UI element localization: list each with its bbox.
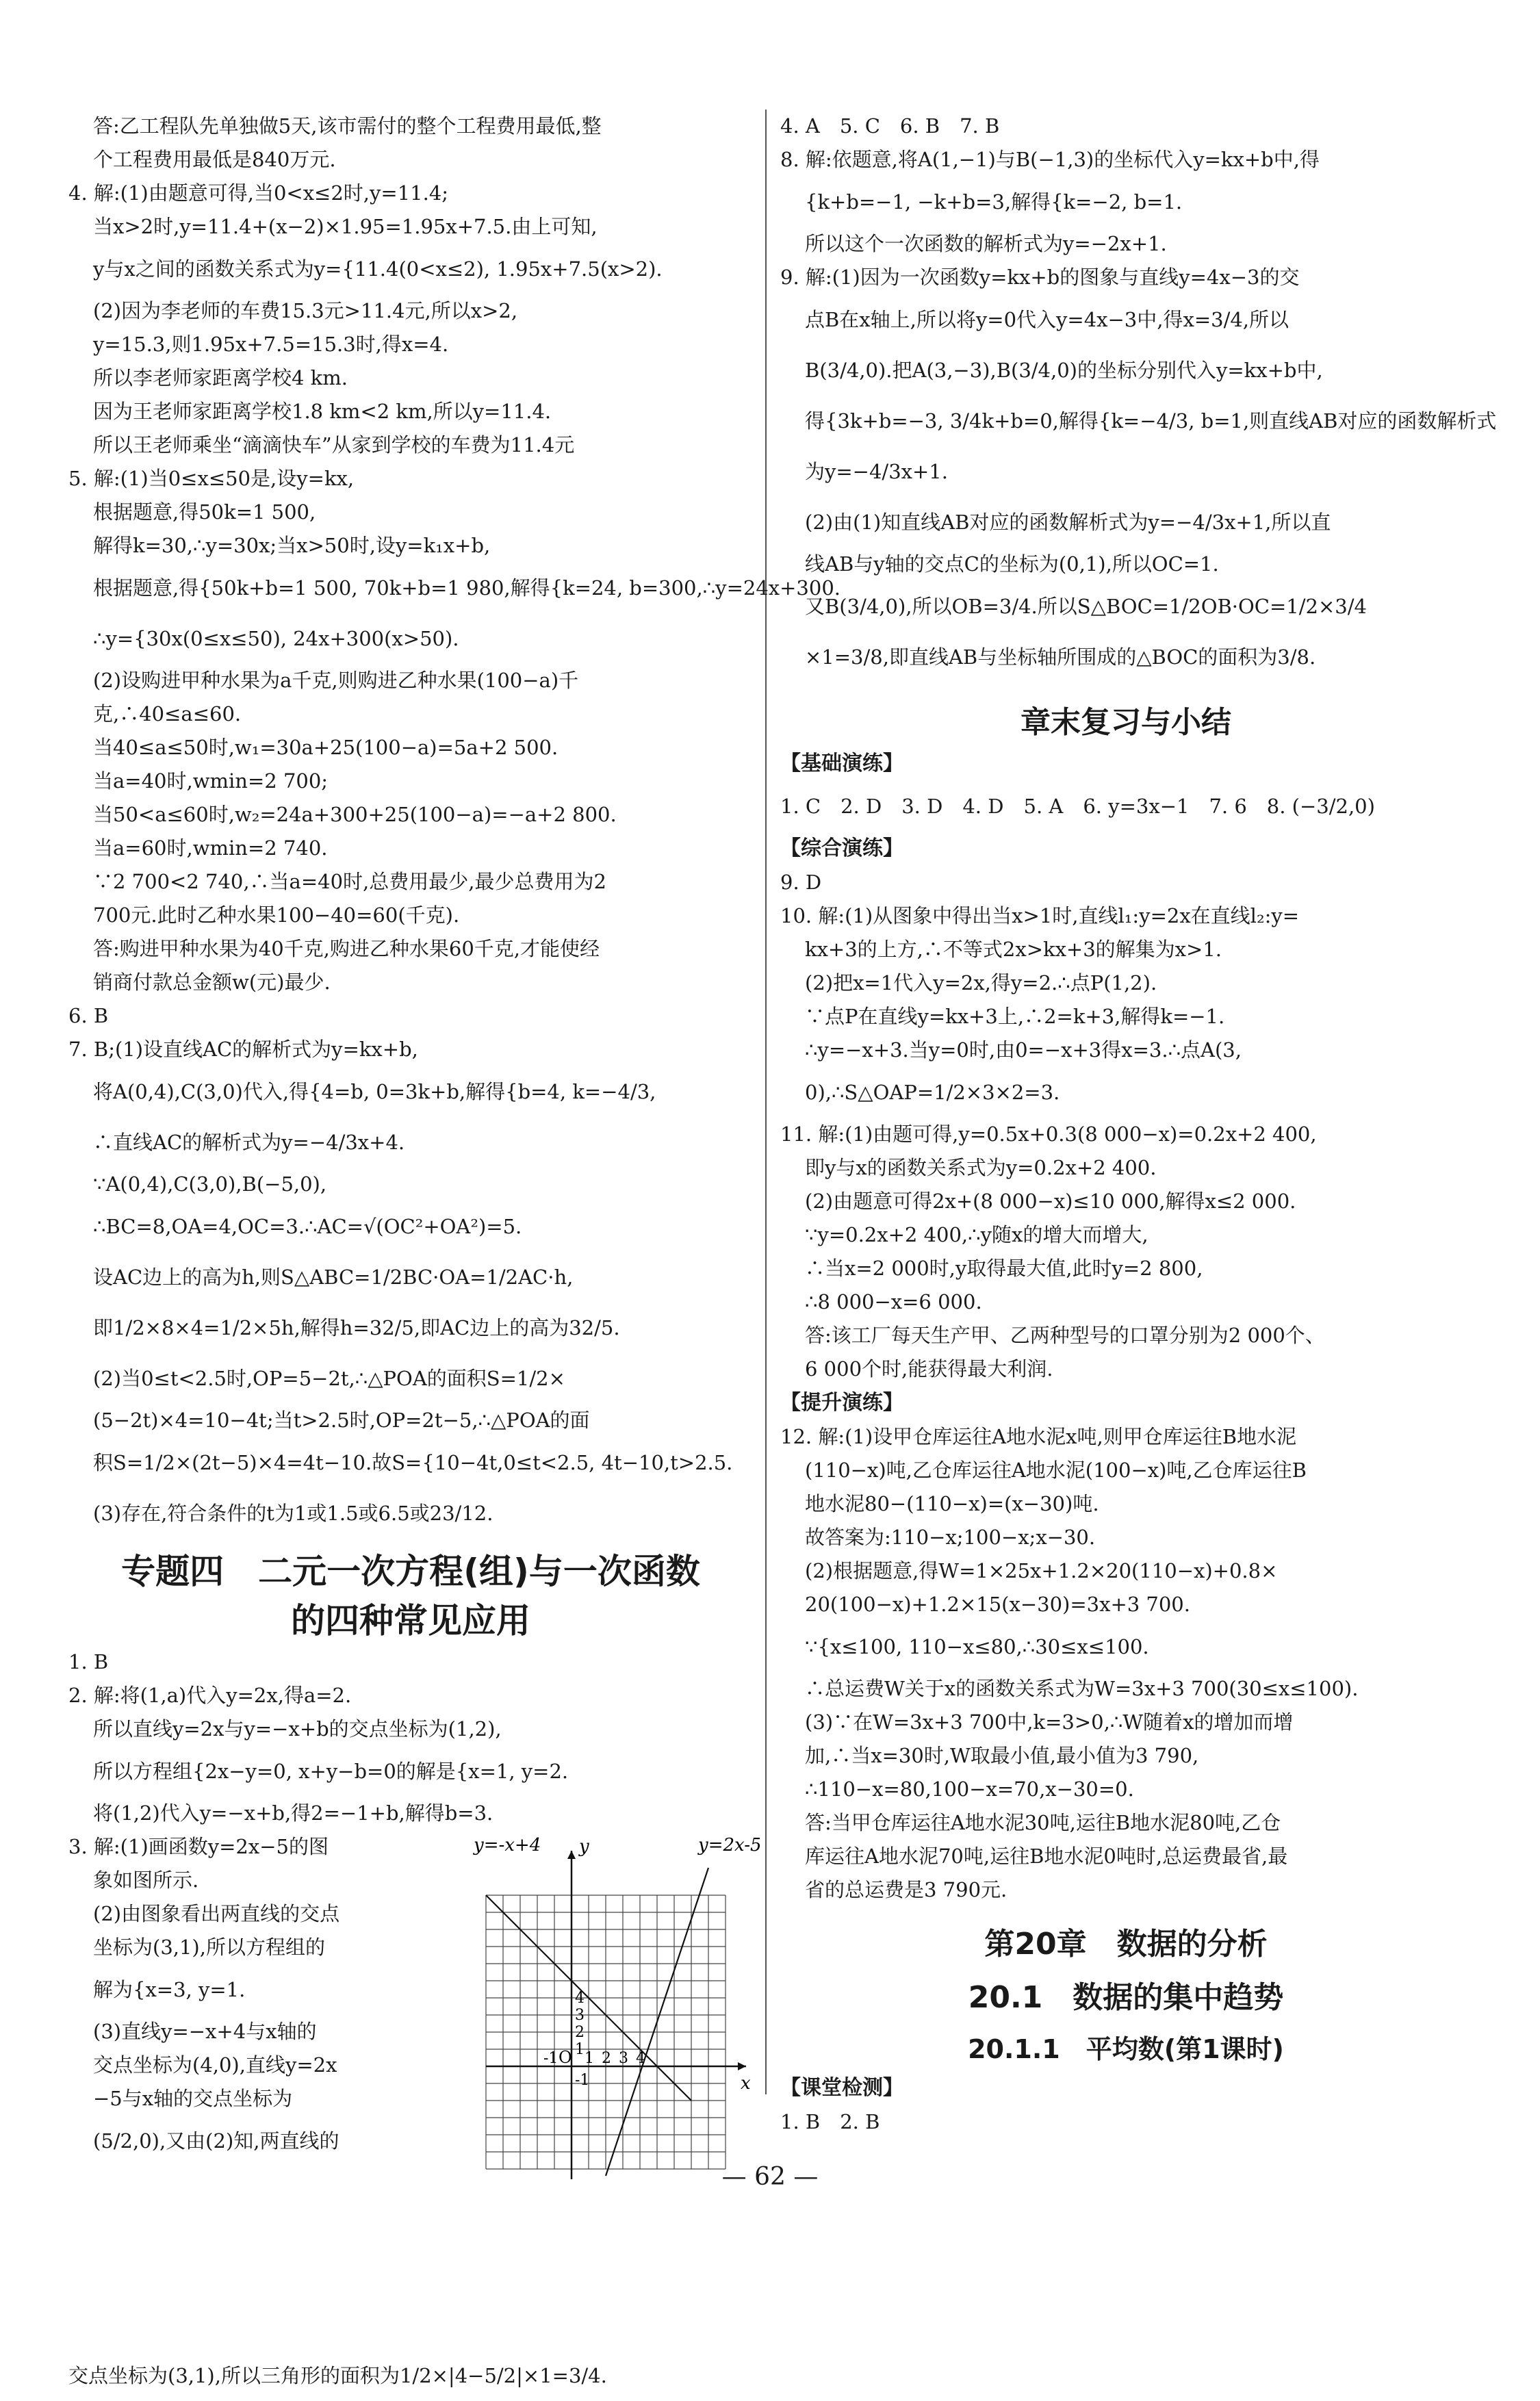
text-line: 当x>2时,y=11.4+(x−2)×1.95=1.95x+7.5.由上可知, — [93, 215, 598, 238]
column-divider — [765, 110, 767, 2094]
text-line: (3)∵在W=3x+3 700中,k=3>0,∴W随着x的增加而增 — [805, 1710, 1294, 1734]
y-axis-arrow-icon — [567, 1851, 576, 1859]
text-line: 即y与x的函数关系式为y=0.2x+2 400. — [805, 1156, 1157, 1179]
text-line: 故答案为:110−x;100−x;x−30. — [805, 1526, 1096, 1549]
text-line: (2)由(1)知直线AB对应的函数解析式为y=−4/3x+1,所以直 — [805, 511, 1331, 534]
text-line: 2. 解:将(1,a)代入y=2x,得a=2. — [68, 1684, 352, 1707]
text-line: 11. 解:(1)由题可得,y=0.5x+0.3(8 000−x)=0.2x+2 400, — [780, 1122, 1317, 1146]
classroom-check-answers: 1. B 2. B — [780, 2110, 880, 2133]
function-graph — [472, 1830, 760, 2189]
text-line: 答:购进甲种水果为40千克,购进乙种水果60千克,才能使经 — [93, 937, 600, 960]
text-line: 根据题意,得50k=1 500, — [93, 500, 316, 524]
right-column — [780, 110, 1497, 2139]
text-line: 答:乙工程队先单独做5天,该市需付的整个工程费用最低,整 — [93, 114, 602, 138]
topic-four-title-line2: 的四种常见应用 — [291, 1601, 530, 1641]
comprehensive-practice-tag: 【综合演练】 — [780, 836, 903, 860]
text-line: 地水泥80−(110−x)=(x−30)吨. — [805, 1492, 1099, 1515]
text-line: y与x之间的函数关系式为y={11.4(0<x≤2), 1.95x+7.5(x>2). — [93, 257, 663, 281]
page-number: — 62 — — [721, 2163, 819, 2191]
text-line: 所以王老师乘坐“滴滴快车”从家到学校的车费为11.4元 — [93, 433, 575, 457]
graph-grid — [486, 1895, 726, 2169]
section-20-1-1-title: 20.1.1 平均数(第1课时) — [968, 2034, 1284, 2064]
text-line: ∵点P在直线y=kx+3上,∴2=k+3,解得k=−1. — [805, 1005, 1225, 1028]
graph-svg — [472, 1830, 760, 2186]
text-line: 当a=40时,wmin=2 700; — [93, 769, 329, 793]
text-line: 答:当甲仓库运往A地水泥30吨,运往B地水泥80吨,乙仓 — [805, 1811, 1281, 1834]
text-line: ∴BC=8,OA=4,OC=3.∴AC=√(OC²+OA²)=5. — [93, 1215, 522, 1238]
text-line: (2)由题意可得2x+(8 000−x)≤10 000,解得x≤2 000. — [805, 1190, 1296, 1213]
text-line: ∵y=0.2x+2 400,∴y随x的增大而增大, — [805, 1223, 1148, 1246]
text-line: 7. B;(1)设直线AC的解析式为y=kx+b, — [68, 1038, 418, 1061]
text-line: 当a=60时,wmin=2 740. — [93, 836, 328, 860]
tick-y-neg1: -1 — [575, 2072, 590, 2089]
text-line: 象如图所示. — [93, 1869, 199, 1892]
section-20-1-title: 20.1 数据的集中趋势 — [968, 1980, 1284, 2015]
text-line: ∴直线AC的解析式为y=−4/3x+4. — [93, 1131, 405, 1154]
text-line: 所以直线y=2x与y=−x+b的交点坐标为(1,2), — [93, 1717, 502, 1741]
text-line: (3)存在,符合条件的t为1或1.5或6.5或23/12. — [93, 1502, 493, 1525]
text-line: (2)设购进甲种水果为a千克,则购进乙种水果(100−a)千 — [93, 669, 579, 692]
text-line: 当40≤a≤50时,w₁=30a+25(100−a)=5a+2 500. — [93, 736, 559, 759]
chapter-review-title: 章末复习与小结 — [1021, 705, 1231, 740]
text-line: ∴总运费W关于x的函数关系式为W=3x+3 700(30≤x≤100). — [805, 1677, 1359, 1700]
text-line: (110−x)吨,乙仓库运往A地水泥(100−x)吨,乙仓库运往B — [805, 1459, 1307, 1482]
text-line: (2)因为李老师的车费15.3元>11.4元,所以x>2, — [93, 299, 518, 322]
text-line: 库运往A地水泥70吨,运往B地水泥0吨时,总运费最省,最 — [805, 1845, 1288, 1868]
text-line: 根据题意,得{50k+b=1 500, 70k+b=1 980,解得{k=24, b=300,∴y=24x+300. — [93, 576, 840, 600]
question-3-block — [68, 1830, 760, 2350]
tick-y-4: 4 — [575, 1990, 585, 2007]
text-line: 答:该工厂每天生产甲、乙两种型号的口罩分别为2 000个、 — [805, 1324, 1325, 1347]
text-line: 加,∴当x=30时,W取最小值,最小值为3 790, — [805, 1744, 1199, 1767]
text-line: 线AB与y轴的交点C的坐标为(0,1),所以OC=1. — [805, 552, 1219, 576]
text-line: 解为{x=3, y=1. — [93, 1978, 246, 2001]
question-3-text — [68, 1830, 452, 2166]
text-line: (5−2t)×4=10−4t;当t>2.5时,OP=2t−5,∴△POA的面 — [93, 1409, 590, 1432]
text-line: 所以李老师家距离学校4 km. — [93, 366, 348, 389]
tick-y-1: 1 — [575, 2041, 585, 2058]
text-line: 点B在x轴上,所以将y=0代入y=4x−3中,得x=3/4,所以 — [805, 308, 1289, 331]
label-line1: y=-x+4 — [474, 1835, 541, 1856]
text-line: (5/2,0),又由(2)知,两直线的 — [93, 2129, 339, 2153]
text-line: 3. 解:(1)画函数y=2x−5的图 — [68, 1835, 329, 1858]
text-line: 克,∴40≤a≤60. — [93, 702, 242, 726]
classroom-check-tag: 【课堂检测】 — [780, 2076, 903, 2100]
basic-practice-tag: 【基础演练】 — [780, 752, 903, 775]
text-line: 0),∴S△OAP=1/2×3×2=3. — [805, 1081, 1060, 1104]
text-line: ∴y=−x+3.当y=0时,由0=−x+3得x=3.∴点A(3, — [805, 1038, 1242, 1062]
advanced-practice-tag: 【提升演练】 — [780, 1391, 903, 1415]
tick-x-2: 2 — [602, 2050, 611, 2067]
text-line: (2)当0≤t<2.5时,OP=5−2t,∴△POA的面积S=1/2× — [93, 1367, 565, 1390]
text-line: 设AC边上的高为h,则S△ABC=1/2BC·OA=1/2AC·h, — [93, 1266, 574, 1289]
text-line: (2)由图象看出两直线的交点 — [93, 1902, 340, 1925]
topic-four-title-line1: 专题四 二元一次方程(组)与一次函数 — [121, 1552, 700, 1591]
text-line: 销商付款总金额w(元)最少. — [93, 971, 331, 994]
text-line: ∴8 000−x=6 000. — [805, 1290, 982, 1313]
right-block-2 — [780, 866, 1472, 1386]
tick-x-1: 1 — [585, 2050, 594, 2067]
text-line: 交点坐标为(4,0),直线y=2x — [93, 2053, 337, 2077]
text-line: 解得k=30,∴y=30x;当x>50时,设y=k₁x+b, — [93, 534, 491, 557]
topic-four-heading — [68, 1547, 753, 1645]
text-line: 因为王老师家距离学校1.8 km<2 km,所以y=11.4. — [93, 400, 552, 423]
text-line: 9. 解:(1)因为一次函数y=kx+b的图象与直线y=4x−3的交 — [780, 266, 1300, 289]
text-line: ∴当x=2 000时,y取得最大值,此时y=2 800, — [805, 1257, 1203, 1280]
text-line: 6 000个时,能获得最大利润. — [805, 1357, 1053, 1381]
text-line: 得{3k+b=−3, 3/4k+b=0,解得{k=−4/3, b=1,则直线AB对应的函数解析式 — [805, 409, 1497, 433]
tick-x-3: 3 — [619, 2050, 628, 2067]
chapter-20-title: 第20章 数据的分析 — [984, 1927, 1268, 1962]
origin-label: O — [559, 2048, 572, 2067]
text-line: 700元.此时乙种水果100−40=60(千克). — [93, 903, 460, 927]
text-line: (2)把x=1代入y=2x,得y=2.∴点P(1,2). — [805, 971, 1157, 994]
text-line: 将(1,2)代入y=−x+b,得2=−1+b,解得b=3. — [93, 1801, 493, 1825]
text-line: {k+b=−1, −k+b=3,解得{k=−2, b=1. — [805, 190, 1183, 214]
tick-y-3: 3 — [575, 2007, 585, 2024]
text-line: 即1/2×8×4=1/2×5h,解得h=32/5,即AC边上的高为32/5. — [93, 1316, 620, 1339]
text-line: (2)根据题意,得W=1×25x+1.2×20(110−x)+0.8× — [805, 1559, 1278, 1582]
text-line: ∴110−x=80,100−x=70,x−30=0. — [805, 1777, 1134, 1801]
text-line: 为y=−4/3x+1. — [805, 460, 948, 483]
text-line: 8. 解:依题意,将A(1,−1)与B(−1,3)的坐标代入y=kx+b中,得 — [780, 148, 1320, 171]
text-line: ∵2 700<2 740,∴当a=40时,总费用最少,最少总费用为2 — [93, 870, 606, 893]
text-line: 9. D — [780, 871, 822, 894]
text-line: 所以这个一次函数的解析式为y=−2x+1. — [805, 232, 1167, 255]
left-block-2 — [68, 1645, 753, 1830]
tick-y-2: 2 — [575, 2024, 585, 2041]
text-line: 5. 解:(1)当0≤x≤50是,设y=kx, — [68, 467, 355, 490]
text-line: B(3/4,0).把A(3,−3),B(3/4,0)的坐标分别代入y=kx+b中, — [805, 359, 1323, 382]
text-line: 4. A 5. C 6. B 7. B — [780, 114, 1000, 138]
text-line: 4. 解:(1)由题意可得,当0<x≤2时,y=11.4; — [68, 181, 449, 205]
text-line: −5与x轴的交点坐标为 — [93, 2087, 293, 2110]
text-line: ×1=3/8,即直线AB与坐标轴所围成的△BOC的面积为3/8. — [805, 645, 1316, 669]
text-line: ∵A(0,4),C(3,0),B(−5,0), — [93, 1172, 327, 1196]
right-block-3 — [780, 1420, 1472, 1907]
text-line: (3)直线y=−x+4与x轴的 — [93, 2020, 317, 2043]
text-line: y=15.3,则1.95x+7.5=15.3时,得x=4. — [93, 333, 449, 356]
text-line: 个工程费用最低是840万元. — [93, 148, 336, 171]
text-line: 坐标为(3,1),所以方程组的 — [93, 1936, 325, 1959]
text-line: 所以方程组{2x−y=0, x+y−b=0的解是{x=1, y=2. — [93, 1760, 569, 1783]
text-line: ∵{x≤100, 110−x≤80,∴30≤x≤100. — [805, 1635, 1149, 1658]
text-line: 20(100−x)+1.2×15(x−30)=3x+3 700. — [805, 1593, 1190, 1616]
text-line: 省的总运费是3 790元. — [805, 1878, 1008, 1901]
y-axis-label: y — [579, 1836, 589, 1857]
text-line: 1. B — [68, 1650, 109, 1673]
text-line: 6. B — [68, 1004, 109, 1027]
label-line2: y=2x-5 — [698, 1835, 760, 1856]
text-line: 将A(0,4),C(3,0)代入,得{4=b, 0=3k+b,解得{b=4, k=−4/3, — [93, 1080, 656, 1103]
text-line: ∴y={30x(0≤x≤50), 24x+300(x>50). — [93, 627, 459, 650]
text-line: 积S=1/2×(2t−5)×4=4t−10.故S={10−4t,0≤t<2.5, 4t−10,t>2.5. — [93, 1451, 733, 1474]
text-line: 10. 解:(1)从图象中得出当x>1时,直线l₁:y=2x在直线l₂:y= — [780, 904, 1300, 927]
basic-practice-answers: 1. C 2. D 3. D 4. D 5. A 6. y=3x−1 7. 6 8. (−3/2,0) — [780, 795, 1375, 818]
text-line: 当50<a≤60时,w₂=24a+300+25(100−a)=−a+2 800. — [93, 803, 617, 826]
question-3-conclusion: 交点坐标为(3,1),所以三角形的面积为1/2×|4−5/2|×1=3/4. — [68, 2364, 607, 2387]
x-axis-label: x — [741, 2073, 751, 2094]
text-line: 又B(3/4,0),所以OB=3/4.所以S△BOC=1/2OB·OC=1/2×3/4 — [805, 595, 1367, 618]
right-block-1 — [780, 110, 1497, 682]
tick-x-4: 4 — [636, 2050, 645, 2067]
text-line: 12. 解:(1)设甲仓库运往A地水泥x吨,则甲仓库运往B地水泥 — [780, 1425, 1297, 1448]
x-axis-arrow-icon — [738, 2062, 746, 2070]
text-line: kx+3的上方,∴不等式2x>kx+3的解集为x>1. — [805, 938, 1222, 961]
tick-x-neg1: -1 — [543, 2050, 559, 2067]
